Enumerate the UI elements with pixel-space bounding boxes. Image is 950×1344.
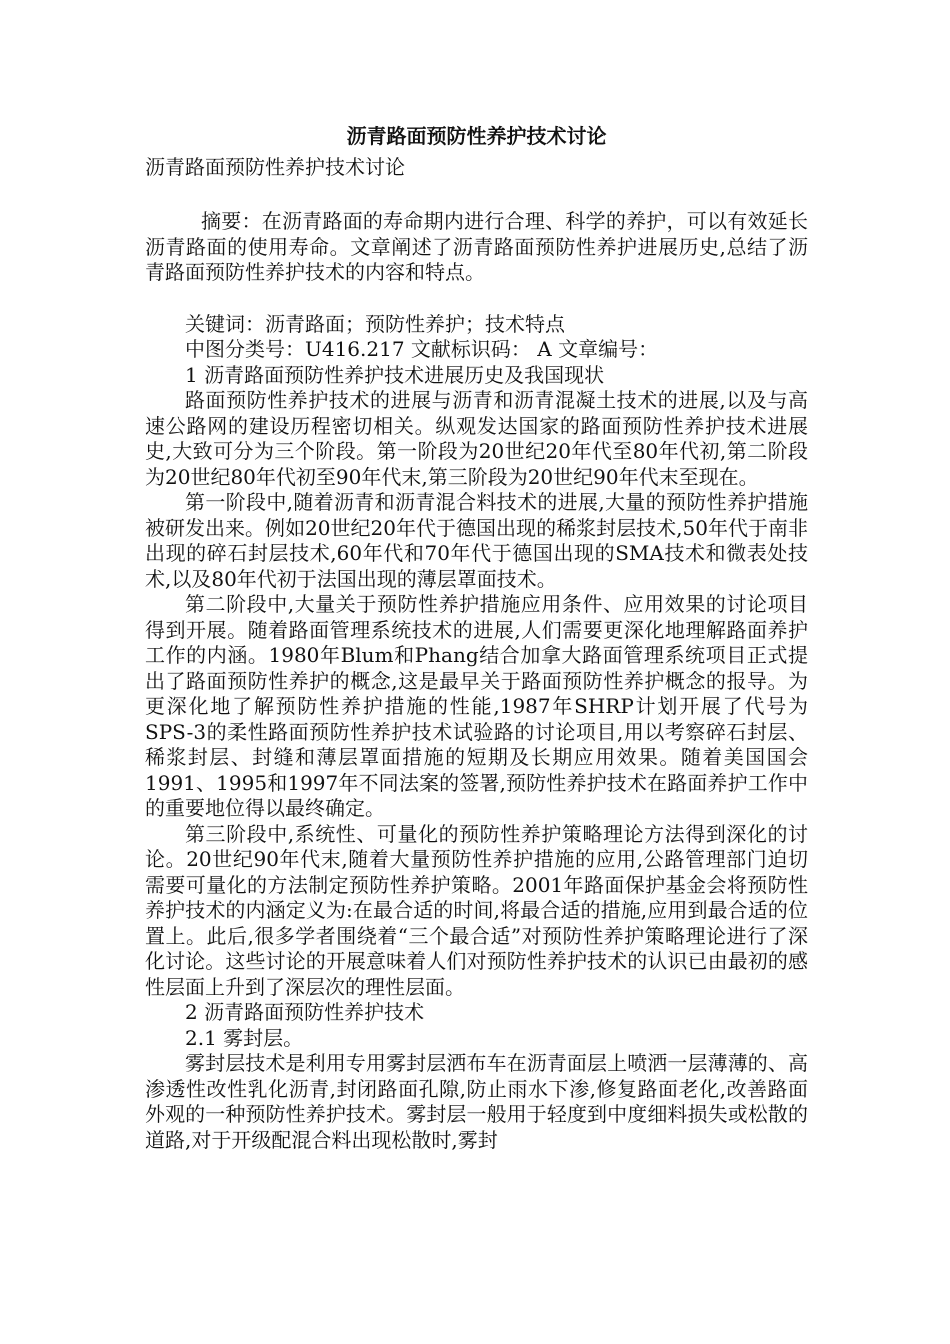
stage-1-paragraph: 第一阶段中,随着沥青和沥青混合料技术的进展,大量的预防性养护措施被研发出来。例如20世纪20年代于德国出现的稀浆封层技术,50年代于南非出现的碎石封层技术,60年代和70年代于德国出现的SMA技术和微表处技术,以及80年代初于法国出现的薄层罩面技术。	[145, 490, 808, 591]
document-body	[145, 120, 808, 1153]
document-title: 沥青路面预防性养护技术讨论	[346, 124, 607, 148]
stage-3-paragraph: 第三阶段中,系统性、可量化的预防性养护策略理论方法得到深化的讨论。20世纪90年代末,随着大量预防性养护措施的应用,公路管理部门迫切需要可量化的方法制定预防性养护策略。2001年路面保护基金会将预防性养护技术的内涵定义为:在最合适的时间,将最合适的措施,应用到最合适的位置上。此后,很多学者围绕着“三个最合适”对预防性养护策略理论进行了深化讨论。这些讨论的开展意味着人们对预防性养护技术的认识已由最初的感性层面上升到了深层次的理性层面。	[145, 821, 808, 999]
document-subtitle: 沥青路面预防性养护技术讨论	[145, 155, 405, 179]
fog-seal-paragraph: 雾封层技术是利用专用雾封层洒布车在沥青面层上喷洒一层薄薄的、高渗透性改性乳化沥青,封闭路面孔隙,防止雨水下渗,修复路面老化,改善路面外观的一种预防性养护技术。雾封层一般用于轻度到中度细料损失或松散的道路,对于开级配混合料出现松散时,雾封	[145, 1051, 808, 1152]
keywords-line: 关键词：沥青路面；预防性养护；技术特点	[185, 311, 565, 336]
classification-line: 中图分类号：U416.217 文献标识码： A 文章编号：	[185, 337, 659, 361]
section-2-heading: 2 沥青路面预防性养护技术	[185, 1000, 425, 1024]
section-1-heading: 1 沥青路面预防性养护技术进展历史及我国现状	[185, 362, 605, 387]
spacer	[145, 182, 808, 209]
spacer	[145, 286, 808, 312]
intro-paragraph: 路面预防性养护技术的进展与沥青和沥青混凝土技术的进展,以及与高速公路网的建设历程密切相关。纵观发达国家的路面预防性养护技术进展史,大致可分为三个阶段。第一阶段为20世纪20年代至80年代初,第二阶段为20世纪80年代初至90年代末,第三阶段为20世纪90年代末至现在。	[145, 388, 808, 489]
stage-2-paragraph: 第二阶段中,大量关于预防性养护措施应用条件、应用效果的讨论项目得到开展。随着路面管理系统技术的进展,人们需要更深化地理解路面养护工作的内涵。1980年Blum和Phang结合加拿大路面管理系统项目正式提出了路面预防性养护的概念,这是最早关于路面预防性养护概念的报导。为更深化地了解预防性养护措施的性能,1987年SHRP计划开展了代号为SPS-3的柔性路面预防性养护技术试验路的讨论项目,用以考察碎石封层、稀浆封层、封缝和薄层罩面措施的短期及长期应用效果。随着美国国会1991、1995和1997年不同法案的签署,预防性养护技术在路面养护工作中的重要地位得以最终确定。	[145, 592, 808, 820]
section-2-1-heading: 2.1 雾封层。	[185, 1025, 304, 1050]
abstract-paragraph: 摘要：在沥青路面的寿命期内进行合理、科学的养护，可以有效延长沥青路面的使用寿命。文章阐述了沥青路面预防性养护进展历史,总结了沥青路面预防性养护技术的内容和特点。	[145, 209, 808, 284]
